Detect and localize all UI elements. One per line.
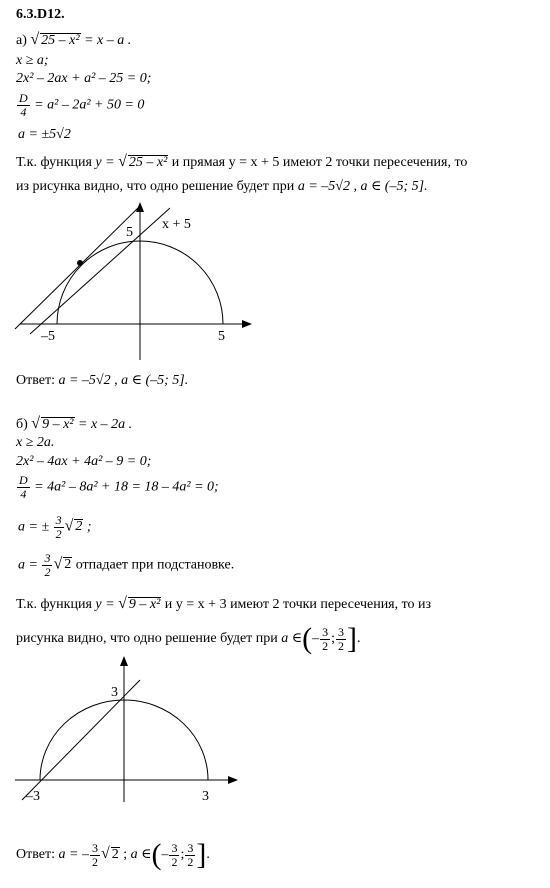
label-x-plus-5: x + 5 — [162, 217, 191, 232]
disc-denominator: 4 — [20, 104, 27, 119]
part-a-text1: Т.к. функция y = √ 25 – x² и прямая y = x + 5 имеют 2 точки пересечения, то — [16, 153, 468, 170]
part-a-label: а) — [16, 33, 27, 48]
text-function: Т.к. функция — [16, 155, 92, 170]
text-intersection: и прямая y = x + 5 имеют 2 точки пересечения, то — [171, 155, 468, 170]
answer-value-a: a = –5√2 , a ∈ (–5; 5]. — [58, 373, 189, 388]
sqrt-expression-b: 9 – x² — [42, 417, 74, 432]
part-b-root2: a = $\frac{3}{2}$ √ 2 отпадает при подстановке. — [18, 551, 235, 579]
x-axis-arrow-b — [228, 776, 238, 784]
part-b-eq-rhs: = x – 2a . — [78, 417, 133, 432]
part-b-discriminant: $\frac{D}{4}$ = 4a² – 8a² + 18 = 18 – 4a² = 0; — [19, 473, 219, 501]
part-b-equation: б) √ 9 – x² = x – 2a . — [16, 415, 133, 432]
label-top-b: 3 — [111, 685, 118, 700]
part-b-text1: Т.к. функция y = √ 9 – x² и y = x + 3 имеют 2 точки пересечения, то из — [16, 595, 432, 612]
part-a-disc-rhs: = a² – 2a² + 50 = 0 — [34, 97, 145, 113]
part-a-answer — [16, 374, 188, 388]
part-b-disc-rhs: = 4a² – 8a² + 18 = 18 – 4a² = 0; — [34, 479, 219, 495]
y-axis-arrow-a — [136, 202, 144, 212]
part-a-discriminant — [16, 92, 144, 118]
graph-b — [0, 654, 550, 804]
label-top-a: 5 — [126, 225, 133, 240]
text-solution-values: a = –5√2 , a ∈ (–5; 5]. — [297, 179, 428, 194]
part-a-condition: x ≥ a; — [16, 53, 49, 68]
tangent-point — [77, 260, 83, 266]
part-a-root: a = ±5√2 — [18, 127, 71, 142]
part-b-root1: a = ± $\frac{3}{2}$ √ 2 ; — [18, 513, 92, 541]
text-solution: из рисунка видно, что одно решение будет при — [16, 179, 295, 194]
part-a-quadratic: 2x² – 2ax + a² – 25 = 0; — [16, 71, 152, 86]
part-b-answer: Ответ: a = – $\frac{3}{2}$ √ 2 ; a ∈(– $\frac{3}{2}$ ; $\frac{3}{2}$ ]. — [16, 838, 210, 871]
disc-numerator: D — [19, 91, 28, 105]
y-axis-arrow-b — [120, 656, 128, 666]
label-left-b: –3 — [26, 789, 40, 804]
part-b-quadratic: 2x² – 4ax + 4a² – 9 = 0; — [16, 454, 152, 469]
part-b-text2: рисунка видно, что одно решение будет при a ∈(– $\frac{3}{2}$ ; $\frac{3}{2}$ ]. — [16, 622, 361, 655]
answer-label-a: Ответ: — [16, 373, 55, 388]
part-a-text2 — [16, 180, 428, 194]
graph-a — [0, 200, 550, 360]
part-b-label: б) — [16, 417, 28, 432]
label-right-b: 3 — [202, 789, 209, 804]
label-right-a: 5 — [218, 329, 225, 344]
sqrt-expression-a-2: 25 – x² — [128, 155, 168, 170]
part-a-equation: а) √ 25 – x² = x – a . — [16, 31, 132, 48]
x-axis-arrow-a — [242, 320, 252, 328]
line-x-plus-3 — [22, 680, 140, 800]
problem-title: 6.3.D12. — [16, 7, 65, 22]
part-b-condition: x ≥ 2a. — [16, 435, 55, 450]
sqrt-expression-a: 25 – x² — [41, 33, 80, 48]
label-left-a: –5 — [41, 329, 55, 344]
tangent-line — [15, 206, 140, 329]
part-a-eq-rhs: = x – a . — [84, 33, 132, 48]
line-x-plus-5 — [30, 208, 170, 334]
